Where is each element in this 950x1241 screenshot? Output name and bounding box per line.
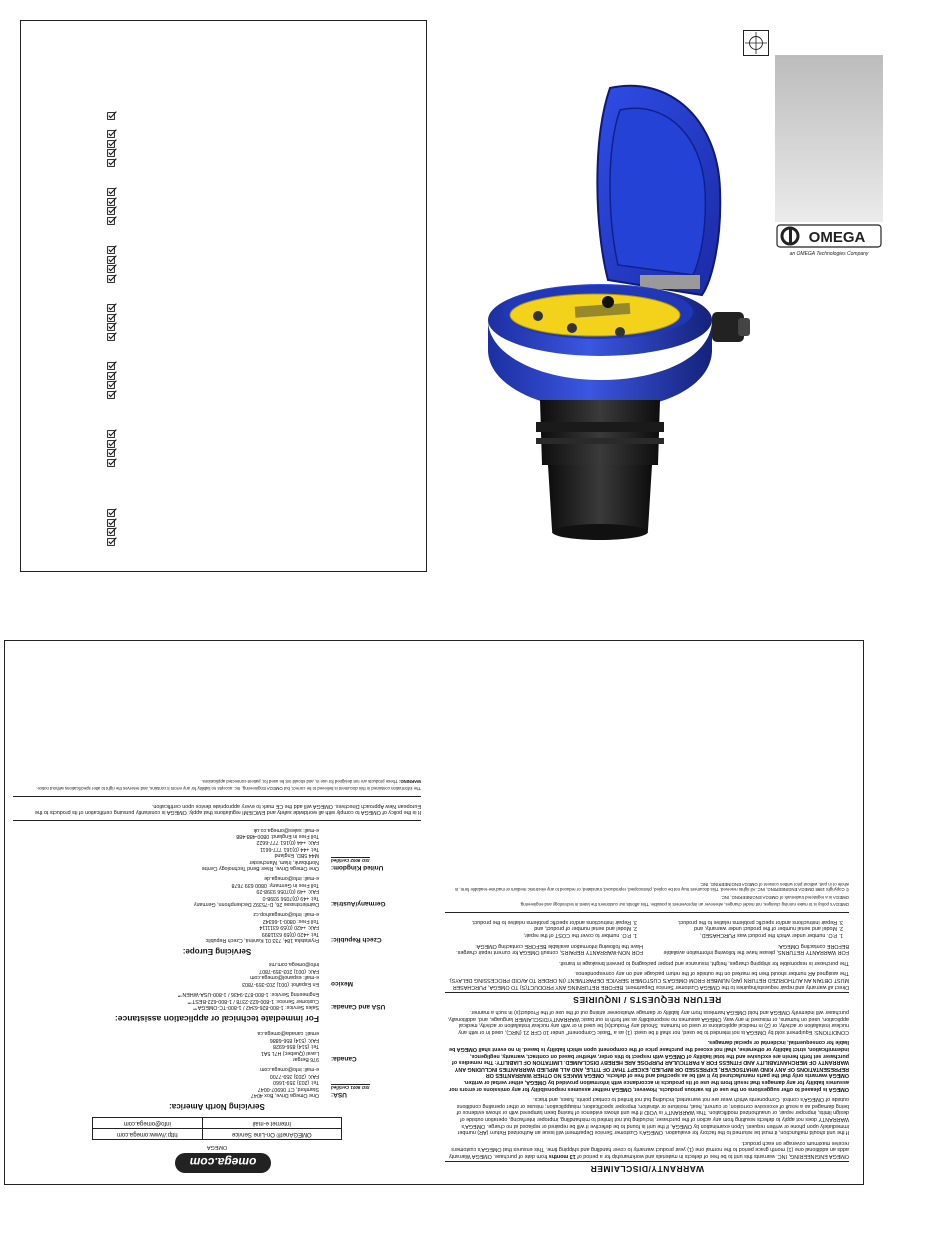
office-uk (13, 826, 421, 871)
office-line: Toll Free in England: 0800-488-488 (236, 833, 319, 839)
checkbox-checked-icon (107, 313, 117, 322)
office-country: Mexico (331, 979, 354, 987)
office-usa-canada (13, 991, 421, 1010)
checkbox-checked-icon (107, 361, 117, 370)
dotcom-logo-sub: OMEGA (206, 1144, 228, 1150)
office-line: FAX: (514) 856-6886 (269, 1036, 319, 1043)
office-line: Tel: +420 (0)59 6311899 (261, 930, 319, 937)
office-line: Daimlerstrasse 26, D-75392 Deckenpfronn, Germany (193, 901, 319, 908)
link-value[interactable]: http://www.omega.com (93, 1129, 203, 1140)
checkbox-checked-icon (107, 197, 117, 206)
warranty-returns-intro: FOR WARRANTY RETURNS, please have the following information available BEFORE contacting OMEGA: (663, 942, 849, 956)
warranty-title: WARRANTY/DISCLAIMER (445, 1161, 849, 1174)
office-line: Sales Service: 1-800-826-6342 / 1-800-TC-OMEGA℠ (192, 1003, 319, 1010)
office-line: e-mail: info@omega.de (264, 875, 319, 882)
checkbox-checked-icon (107, 111, 117, 120)
office-line: FAX: (203) 359-7700 (269, 1072, 319, 1079)
checkbox-checked-icon (107, 274, 117, 283)
assistance-title: For immediate technical or application assistance: (114, 1013, 320, 1024)
warning-text: These products are not designed for use in, and should not be used for, patient-connected applications. (201, 778, 398, 784)
warranty-months: 13 months (548, 1153, 576, 1159)
office-czech (13, 911, 421, 943)
list-item: 1. P.O. number under which the product was PURCHASED, (700, 931, 843, 938)
office-line: Northbank, Irlam, Manchester (249, 858, 319, 865)
checkbox-checked-icon (107, 216, 117, 225)
office-germany (13, 875, 421, 907)
checkbox-checked-icon (107, 508, 117, 517)
nonwarranty-returns-list (445, 918, 643, 955)
warranty-column (433, 641, 863, 1184)
office-country: Germany/Austria: (331, 900, 386, 908)
nonwarranty-returns-intro: FOR NON-WARRANTY REPAIRS, consult OMEGA for current repair charges. Have the following information available BEFORE contacting OMEGA: (456, 942, 643, 956)
north-america-title: Servicing North America: (169, 1102, 265, 1111)
office-line: En Español: (001) 203-359-7803 (242, 980, 319, 987)
office-line: e-mail: info@omegashop.cz (253, 911, 319, 918)
list-item: 2. Model and serial number of the product under warranty, and (694, 925, 843, 932)
checkbox-checked-icon (107, 303, 117, 312)
ce-policy: It is the policy of OMEGA to comply with all worldwide safety and EMC/EMI regulations that apply. OMEGA is constantly pursuing certification of its products to the European New Approach Directives. OMEGA will add the CE mark to every appropriate device upon certification. (34, 802, 421, 816)
link-value[interactable]: info@omega.com (93, 1118, 203, 1129)
table-row (93, 1129, 342, 1140)
warranty-returns-list (651, 918, 849, 955)
copyright-note: © Copyright 1998 OMEGA ENGINEERING, INC. All rights reserved. This document may not be copied, photocopied, reproduced, translated, or reduced to any electronic medium or machine-readable form, in whole or in part, without prior written consent of OMEGA ENGINEERING, INC. (454, 881, 849, 893)
returns-title: RETURN REQUESTS / INQUIRIES (445, 992, 849, 1005)
checkbox-checked-icon (107, 187, 117, 196)
registration-mark-icon (743, 30, 769, 56)
warranty-paragraph-3: OMEGA is pleased to offer suggestions on the use of its various products. However, OMEGA neither assumes responsibility for any omissions or errors nor assumes liability for any damages that result from the use of its products in accordance with information provided by OMEGA, either verbal or written. OMEGA warrants only that the parts manufactured by it will be as specified and free of defects. OMEGA MAKES NO OTHER WARRANTIES OR REPRESENTATIONS OF ANY KIND WHATSOEVER, EXPRESSED OR IMPLIED, EXCEPT THAT OF TITLE, AND ALL IMPLIED WARRANTIES INCLUDING ANY WARRANTY OF MERCHANTABILITY AND FITNESS FOR A PARTICULAR PURPOSE ARE HEREBY DISCLAIMED. LIMITATION OF LIABILITY: The remedies of purchaser set forth herein are exclusive and the total liability of OMEGA with respect to this order, whether based on contract, warranty, negligence, indemnification, strict liability or otherwise, shall not exceed the purchase price of the component upon which liability is based. In no event shall OMEGA be liable for consequential, incidental or special damages. (449, 1039, 849, 1092)
warning-note (13, 778, 421, 783)
link-label: Internet e-mail (202, 1118, 341, 1129)
office-line: FAX: +49 (0)7056 9398-29 (256, 888, 319, 895)
list-item: 2. Model and serial number of product, and (534, 925, 637, 932)
checkbox-checked-icon (107, 390, 117, 399)
checkbox-checked-icon (107, 332, 117, 341)
checkbox-checked-icon (107, 537, 117, 546)
back-page (4, 640, 864, 1185)
returns-paragraph-2: The purchaser is responsible for shipping charges, freight, insurance and proper packaging to prevent breakage in transit. (558, 959, 849, 966)
checkbox-checked-icon (107, 518, 117, 527)
checkbox-checked-icon (107, 439, 117, 448)
checkbox-checked-icon (107, 158, 117, 167)
office-line: Laval (Quebec) H7L 5A1 (260, 1049, 319, 1056)
office-country: United Kingdom: (331, 864, 384, 872)
office-line: Toll Free in Germany: 0800 639 7678 (231, 881, 319, 888)
office-line: e-mail: sales@omega.co.uk (253, 826, 319, 833)
warranty-rest: from date of purchase. OMEGA Warranty adds an additional one (1) month grace period to the normal one (1) year product warranty to cover handling and shipping time. This ensures that OMEGA's customers receive maximum coverage on each product. (448, 1139, 849, 1159)
office-line: FAX: (001) 203-359-7807 (259, 967, 319, 974)
warranty-paragraph-2: If the unit should malfunction, it must be returned to the factory for evaluation. OMEGA's Customer Service Department will issue an Authorized Return (AR) number immediately upon phone or written request. Upon examination by OMEGA, if the unit is found to be defective it will be repaired or replaced at no charge. OMEGA's WARRANTY does not apply to defects resulting from any action of the purchaser, including but not limited to mishandling, improper interfacing, operation outside of design limits, improper repair, or unauthorized modification. This WARRANTY is VOID if the unit shows evidence of having been tampered with or shows evidence of being damaged as a result of excessive corrosion; or current, heat, moisture or vibration; improper specification; misapplication; misuse or other operating conditions outside of OMEGA's control. Components which wear are not warranted, including but not limited to contact points, fuses, and triacs. (456, 1096, 849, 1136)
table-row (93, 1118, 342, 1129)
dotcom-logo-text: omega.com (189, 1155, 257, 1169)
checklist-panel (20, 20, 427, 572)
contact-column (3, 641, 433, 1184)
list-item: 1. P.O. number to cover the COST of the repair, (523, 931, 637, 938)
office-country: USA and Canada: (331, 1002, 386, 1010)
office-line: email: canada@omega.ca (257, 1030, 319, 1037)
returns-lists (445, 918, 849, 955)
office-line: One Omega Drive, River Bend Technology Centre (201, 865, 319, 872)
office-country: Canada: (331, 1054, 357, 1062)
link-label: OMEGAnet® On-Line Service (202, 1129, 341, 1140)
checkbox-checked-icon (107, 255, 117, 264)
checkbox-checked-icon (107, 527, 117, 536)
checkbox-checked-icon (107, 322, 117, 331)
omega-logo-text: OMEGA (808, 229, 866, 246)
office-line: Tel: (514) 856-6928 (273, 1043, 319, 1050)
checkbox-checked-icon (107, 148, 117, 157)
checkbox-checked-icon (107, 458, 117, 467)
policy-note: OMEGA's policy is to make running changes, not model changes, whenever an improvement is possible. This affords our customers the latest in technology and engineering. (519, 902, 849, 908)
checkbox-checked-icon (107, 264, 117, 273)
office-line: Frystatska 184, 733 01 Karviná, Czech Republic (205, 937, 319, 944)
warranty-conditions: CONDITIONS: Equipment sold by OMEGA is not intended to be used, nor shall it be used: (1) as a "Basic Component" under 10 CFR 21 (NRC), used in or with any nuclear installation or activity; or (2) in medical applications or used on humans. Should any Product(s) be used in or with any nuclear installation or activity, medical application, used on humans, or misused in any way, OMEGA assumes no responsibility as set forth in our basic WARRANTY/DISCLAIMER language, and, additionally, purchaser will indemnify OMEGA and hold OMEGA harmless from any liability or damage whatsoever arising out of the use of the Product(s) in such a manner. (447, 1009, 849, 1035)
list-item: 3. Repair instructions and/or specific problems relative to the product. (677, 918, 843, 925)
office-country: USA: (331, 1091, 347, 1098)
office-line: Tel: +49 (0)7056 9398-0 (262, 894, 319, 901)
document-disclaimer: The information contained in this document is believed to be correct, but OMEGA Engineering, Inc. accepts no liability for any errors it contains, and reserves the right to alter specifications without notice. (36, 786, 421, 791)
office-line: Toll Free: 0800-1-66342 (262, 917, 319, 924)
checkbox-checked-icon (107, 429, 117, 438)
office-canada (13, 1030, 421, 1062)
checkbox-checked-icon (107, 139, 117, 148)
office-line: FAX: +44 (0)161 777-6622 (256, 839, 319, 846)
office-line: Stamford, CT 06907-0047 (257, 1085, 319, 1092)
office-line: Tel: +44 (0)161 777-6611 (260, 845, 319, 852)
returns-paragraph-1: Direct all warranty and repair requests/inquiries to the OMEGA Customer Service Department. BEFORE RETURNING ANY PRODUCT(S) TO OMEGA, PURCHASER MUST OBTAIN AN AUTHORIZED RETURN (AR) NUMBER FROM OMEGA'S CUSTOMER SERVICE DEPARTMENT (IN ORDER TO AVOID PROCESSING DELAYS). The assigned AR number should then be marked on the outside of the return package and on any correspondence. (448, 970, 849, 990)
office-line: Engineering Service: 1-800-872-9436 / 1-800-USA-WHEN℠ (176, 991, 319, 998)
office-line: info@omega.com.mx (268, 961, 319, 968)
warning-label: WARNING: (398, 778, 421, 784)
checkbox-checked-icon (107, 245, 117, 254)
checkbox-checked-icon (107, 448, 117, 457)
product-photo (480, 80, 755, 580)
office-mexico (13, 961, 421, 987)
office-line: One Omega Drive, Box 4047 (250, 1092, 319, 1098)
checkbox-checked-icon (107, 129, 117, 138)
omega-logo (775, 222, 883, 260)
iso-badge: ISO 9002 Certified (331, 858, 370, 864)
office-line: Tel: (203) 359-1660 (273, 1079, 319, 1086)
checkbox-checked-icon (107, 380, 117, 389)
office-line: Customer Service: 1-800-622-2378 / 1-800-622-BEST℠ (186, 997, 319, 1004)
office-line: FAX: +420 (0)59 6311114 (259, 924, 319, 931)
checkbox-checked-icon (107, 371, 117, 380)
office-line: e-mail: info@omega.com (260, 1066, 319, 1073)
office-line: 976 Bergar (292, 1055, 319, 1062)
office-line: e-mail: espanol@omega.com (250, 974, 319, 981)
list-item: 3. Repair instructions and/or specific problems relative to the product. (471, 918, 637, 925)
warranty-intro: OMEGA ENGINEERING, INC. warrants this unit to be free of defects in materials and workmanship for a period of (577, 1153, 849, 1159)
office-country: Czech Republic: (331, 936, 382, 944)
trademark-note: OMEGA is a registered trademark of OMEGA ENGINEERING, INC. (720, 894, 849, 900)
omega-tagline: an OMEGA Technologies Company (789, 251, 869, 257)
iso-badge: ISO 9001 Certified (331, 1085, 370, 1090)
omega-dotcom-logo (162, 1144, 272, 1174)
europe-title: Servicing Europe: (182, 947, 252, 957)
office-line: M44 5BD, England (274, 852, 319, 859)
office-usa (13, 1066, 421, 1098)
checkbox-checked-icon (107, 206, 117, 215)
warranty-paragraph-1 (445, 1139, 849, 1159)
links-table (92, 1117, 342, 1140)
